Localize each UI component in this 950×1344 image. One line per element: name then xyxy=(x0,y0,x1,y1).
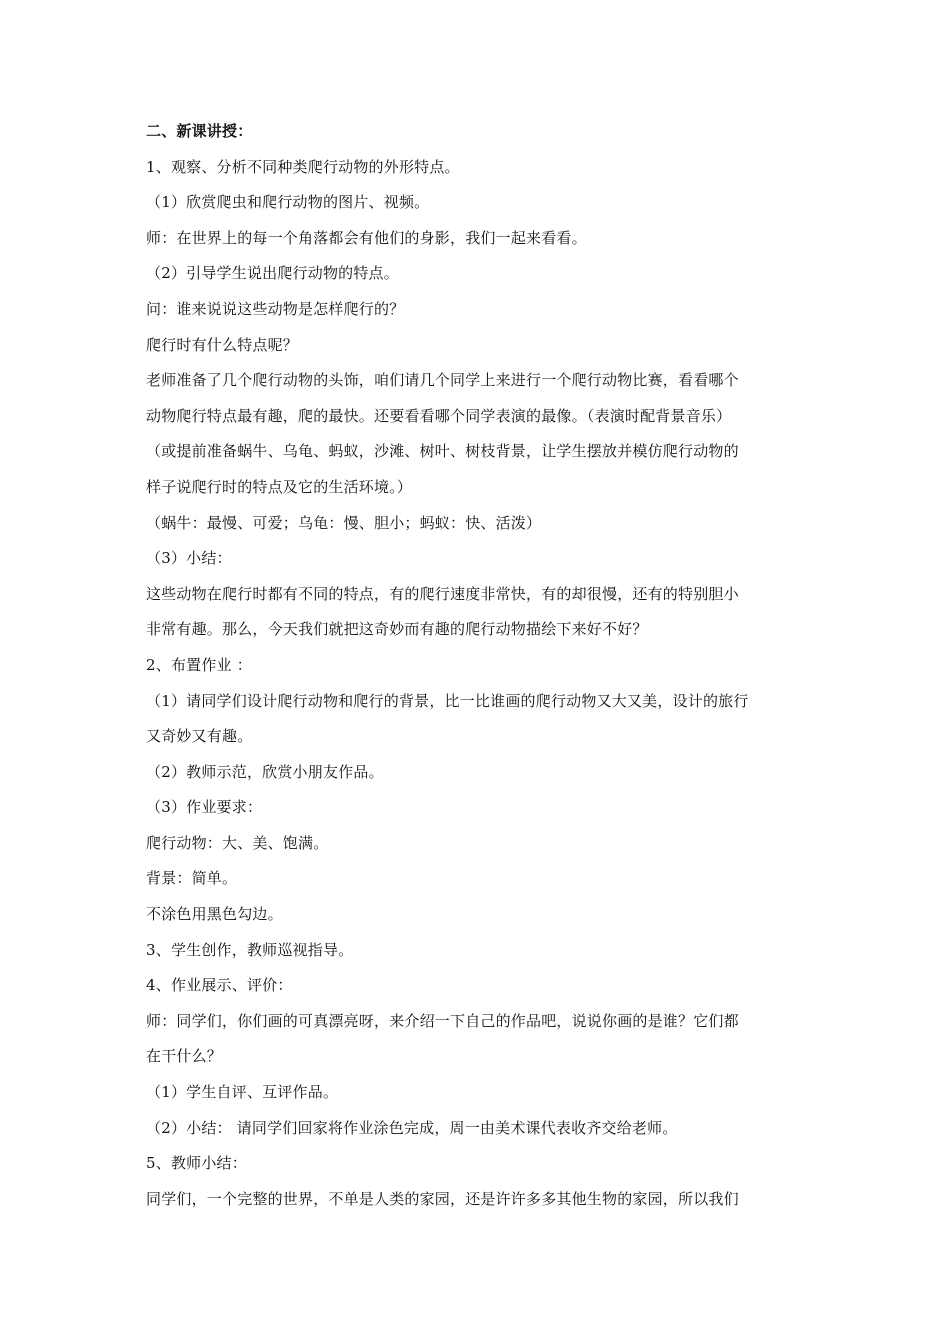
section-heading: 二、新课讲授： xyxy=(146,122,253,140)
paragraph-line: （2）小结： 请同学们回家将作业涂色完成，周一由美术课代表收齐交给老师。 xyxy=(146,1118,678,1137)
paragraph-line: 背景：简单。 xyxy=(146,869,238,888)
paragraph-line: （3）小结： xyxy=(146,549,232,568)
paragraph-line: 5、教师小结： xyxy=(146,1154,247,1173)
paragraph-line: （1）欣赏爬虫和爬行动物的图片、视频。 xyxy=(146,193,430,212)
paragraph-line: 不涂色用黑色勾边。 xyxy=(146,905,283,924)
paragraph-line: 这些动物在爬行时都有不同的特点，有的爬行速度非常快，有的却很慢，还有的特别胆小 xyxy=(146,584,739,603)
paragraph-line: 师：同学们，你们画的可真漂亮呀，来介绍一下自己的作品吧，说说你画的是谁？它们都 xyxy=(146,1011,739,1030)
paragraph-line: 师：在世界上的每一个角落都会有他们的身影，我们一起来看看。 xyxy=(146,228,587,247)
paragraph-line: 非常有趣。那么，今天我们就把这奇妙而有趣的爬行动物描绘下来好不好？ xyxy=(146,620,648,639)
paragraph-line: 问：谁来说说这些动物是怎样爬行的？ xyxy=(146,299,405,318)
paragraph-line: （2）引导学生说出爬行动物的特点。 xyxy=(146,264,399,283)
paragraph-line: 爬行动物：大、美、饱满。 xyxy=(146,833,329,852)
paragraph-line: 4、作业展示、评价： xyxy=(146,976,293,995)
paragraph-line: 动物爬行特点最有趣，爬的最快。还要看看哪个同学表演的最像。（表演时配背景音乐） xyxy=(146,406,732,425)
paragraph-line: 老师准备了几个爬行动物的头饰，咱们请几个同学上来进行一个爬行动物比赛，看看哪个 xyxy=(146,371,739,390)
paragraph-line: 1、观察、分析不同种类爬行动物的外形特点。 xyxy=(146,157,460,176)
paragraph-line: （2）教师示范，欣赏小朋友作品。 xyxy=(146,762,384,781)
paragraph-line: （蜗牛：最慢、可爱；乌龟：慢、胆小；蚂蚁：快、活泼） xyxy=(146,513,542,532)
paragraph-line: （1）请同学们设计爬行动物和爬行的背景，比一比谁画的爬行动物又大又美，设计的旅行 xyxy=(146,691,749,710)
paragraph-line: 在干什么？ xyxy=(146,1047,223,1066)
paragraph-line: （或提前准备蜗牛、乌龟、蚂蚁，沙滩、树叶、树枝背景，让学生摆放并模仿爬行动物的 xyxy=(146,442,739,461)
paragraph-line: 同学们，一个完整的世界，不单是人类的家园，还是许许多多其他生物的家园，所以我们 xyxy=(146,1189,739,1208)
paragraph-line: 3、学生创作，教师巡视指导。 xyxy=(146,940,354,959)
document-body xyxy=(146,114,811,1217)
paragraph-line: 2、布置作业 ： xyxy=(146,655,252,674)
paragraph-line: 爬行时有什么特点呢？ xyxy=(146,335,299,354)
paragraph-line: 样子说爬行时的特点及它的生活环境。） xyxy=(146,477,413,496)
paragraph-line: 又奇妙又有趣。 xyxy=(146,727,253,746)
paragraph-line: （1）学生自评、互评作品。 xyxy=(146,1083,339,1102)
paragraph-line: （3）作业要求： xyxy=(146,798,263,817)
